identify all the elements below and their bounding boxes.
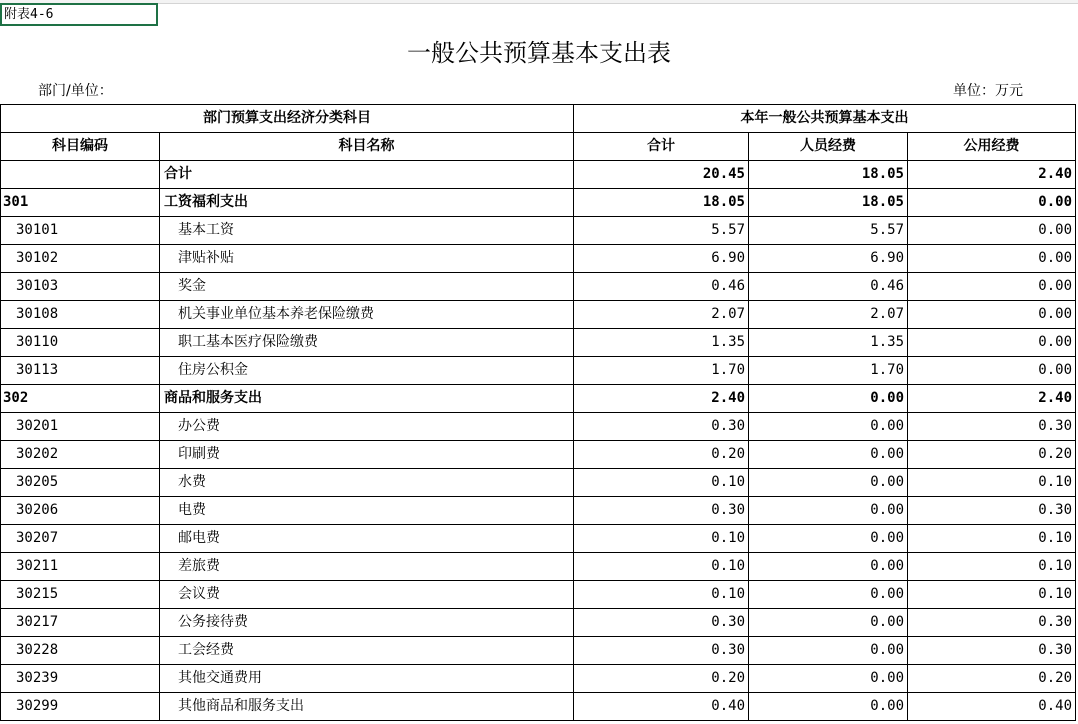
cell-name[interactable]: 奖金 — [160, 273, 574, 301]
cell-code[interactable]: 30201 — [1, 413, 160, 441]
cell-personnel[interactable]: 0.00 — [749, 609, 908, 637]
cell-personnel[interactable]: 6.90 — [749, 245, 908, 273]
cell-name[interactable]: 机关事业单位基本养老保险缴费 — [160, 301, 574, 329]
cell-public[interactable]: 0.00 — [908, 273, 1076, 301]
header-right-group[interactable]: 本年一般公共预算基本支出 — [574, 105, 1076, 133]
cell-code[interactable]: 30239 — [1, 665, 160, 693]
cell-code[interactable]: 30299 — [1, 693, 160, 721]
cell-personnel[interactable]: 0.00 — [749, 665, 908, 693]
cell-personnel[interactable]: 1.70 — [749, 357, 908, 385]
table-row — [1, 525, 1076, 553]
table-row — [1, 637, 1076, 665]
table-row — [1, 413, 1076, 441]
cell-total[interactable]: 0.30 — [574, 637, 749, 665]
cell-public[interactable]: 0.30 — [908, 497, 1076, 525]
cell-name[interactable]: 印刷费 — [160, 441, 574, 469]
cell-code[interactable]: 30228 — [1, 637, 160, 665]
cell-total[interactable]: 6.90 — [574, 245, 749, 273]
cell-personnel[interactable]: 18.05 — [749, 161, 908, 189]
cell-personnel[interactable]: 0.46 — [749, 273, 908, 301]
cell-name[interactable]: 津贴补贴 — [160, 245, 574, 273]
cell-code[interactable]: 30108 — [1, 301, 160, 329]
cell-public[interactable]: 0.00 — [908, 301, 1076, 329]
cell-code[interactable]: 30206 — [1, 497, 160, 525]
cell-name[interactable]: 工会经费 — [160, 637, 574, 665]
cell-name[interactable]: 基本工资 — [160, 217, 574, 245]
cell-public[interactable]: 0.00 — [908, 357, 1076, 385]
table-row — [1, 189, 1076, 217]
header-total[interactable]: 合计 — [574, 133, 749, 161]
cell-public[interactable]: 0.00 — [908, 245, 1076, 273]
cell-name[interactable]: 商品和服务支出 — [160, 385, 574, 413]
cell-name[interactable]: 邮电费 — [160, 525, 574, 553]
cell-personnel[interactable]: 0.00 — [749, 469, 908, 497]
header-name[interactable]: 科目名称 — [160, 133, 574, 161]
table-row — [1, 469, 1076, 497]
cell-code[interactable]: 30205 — [1, 469, 160, 497]
table-row — [1, 581, 1076, 609]
cell-personnel[interactable]: 0.00 — [749, 553, 908, 581]
cell-code[interactable]: 30110 — [1, 329, 160, 357]
header-row-group — [1, 105, 1076, 133]
cell-total[interactable]: 0.20 — [574, 665, 749, 693]
cell-personnel[interactable]: 0.00 — [749, 525, 908, 553]
cell-total[interactable]: 2.07 — [574, 301, 749, 329]
cell-public[interactable]: 0.30 — [908, 637, 1076, 665]
cell-name[interactable]: 工资福利支出 — [160, 189, 574, 217]
cell-code[interactable]: 302 — [1, 385, 160, 413]
cell-name[interactable]: 住房公积金 — [160, 357, 574, 385]
cell-public[interactable]: 0.20 — [908, 441, 1076, 469]
cell-name[interactable]: 电费 — [160, 497, 574, 525]
header-code[interactable]: 科目编码 — [1, 133, 160, 161]
cell-name[interactable]: 公务接待费 — [160, 609, 574, 637]
cell-public[interactable]: 0.00 — [908, 329, 1076, 357]
cell-total[interactable]: 0.20 — [574, 441, 749, 469]
sheet-column-header-strip — [0, 0, 1078, 4]
table-row — [1, 665, 1076, 693]
cell-total[interactable]: 1.35 — [574, 329, 749, 357]
cell-personnel[interactable]: 0.00 — [749, 441, 908, 469]
cell-total[interactable]: 0.10 — [574, 553, 749, 581]
cell-personnel[interactable]: 1.35 — [749, 329, 908, 357]
cell-total[interactable]: 20.45 — [574, 161, 749, 189]
cell-personnel[interactable]: 0.00 — [749, 637, 908, 665]
cell-total[interactable]: 5.57 — [574, 217, 749, 245]
cell-personnel[interactable]: 0.00 — [749, 497, 908, 525]
cell-total[interactable]: 0.30 — [574, 609, 749, 637]
cell-personnel[interactable]: 0.00 — [749, 581, 908, 609]
table-row — [1, 329, 1076, 357]
table-row — [1, 357, 1076, 385]
table-row — [1, 609, 1076, 637]
header-row-columns — [1, 133, 1076, 161]
cell-total[interactable]: 0.10 — [574, 525, 749, 553]
header-left-group[interactable]: 部门预算支出经济分类科目 — [1, 105, 574, 133]
cell-name[interactable]: 职工基本医疗保险缴费 — [160, 329, 574, 357]
cell-public[interactable]: 0.00 — [908, 217, 1076, 245]
header-public[interactable]: 公用经费 — [908, 133, 1076, 161]
cell-total[interactable]: 0.30 — [574, 413, 749, 441]
table-row — [1, 301, 1076, 329]
table-row — [1, 385, 1076, 413]
cell-personnel[interactable]: 0.00 — [749, 385, 908, 413]
page-title: 一般公共预算基本支出表 — [407, 39, 671, 67]
cell-public[interactable]: 0.30 — [908, 609, 1076, 637]
table-row — [1, 161, 1076, 189]
cell-code[interactable]: 30202 — [1, 441, 160, 469]
cell-name[interactable]: 差旅费 — [160, 553, 574, 581]
cell-code[interactable]: 30101 — [1, 217, 160, 245]
cell-personnel[interactable]: 0.00 — [749, 413, 908, 441]
cell-total[interactable]: 0.10 — [574, 469, 749, 497]
cell-public[interactable]: 0.10 — [908, 581, 1076, 609]
table-row — [1, 273, 1076, 301]
cell-code[interactable]: 30217 — [1, 609, 160, 637]
cell-code[interactable]: 30207 — [1, 525, 160, 553]
cell-public[interactable]: 0.10 — [908, 553, 1076, 581]
table-row — [1, 217, 1076, 245]
cell-name[interactable]: 其他交通费用 — [160, 665, 574, 693]
cell-code[interactable]: 30215 — [1, 581, 160, 609]
cell-public[interactable]: 0.10 — [908, 469, 1076, 497]
cell-total[interactable]: 2.40 — [574, 385, 749, 413]
cell-public[interactable]: 0.10 — [908, 525, 1076, 553]
cell-name[interactable]: 合计 — [160, 161, 574, 189]
cell-code[interactable]: 30211 — [1, 553, 160, 581]
cell-total[interactable]: 0.46 — [574, 273, 749, 301]
table-row — [1, 553, 1076, 581]
cell-code[interactable] — [1, 161, 160, 189]
dept-unit-label: 部门/单位： — [38, 83, 113, 99]
table-row — [1, 497, 1076, 525]
cell-name[interactable]: 水费 — [160, 469, 574, 497]
cell-public[interactable]: 0.00 — [908, 189, 1076, 217]
cell-personnel[interactable]: 5.57 — [749, 217, 908, 245]
cell-total[interactable]: 18.05 — [574, 189, 749, 217]
cell-name[interactable]: 办公费 — [160, 413, 574, 441]
cell-name[interactable]: 其他商品和服务支出 — [160, 693, 574, 721]
cell-personnel[interactable]: 18.05 — [749, 189, 908, 217]
selected-cell[interactable]: 附表4-6 — [0, 3, 158, 26]
currency-unit-label: 单位：万元 — [953, 83, 1023, 99]
cell-public[interactable]: 2.40 — [908, 161, 1076, 189]
budget-table — [0, 104, 1076, 721]
cell-total[interactable]: 0.10 — [574, 581, 749, 609]
table-row — [1, 441, 1076, 469]
cell-public[interactable]: 0.40 — [908, 693, 1076, 721]
table-body — [1, 161, 1076, 721]
cell-total[interactable]: 0.30 — [574, 497, 749, 525]
cell-personnel[interactable]: 0.00 — [749, 693, 908, 721]
cell-code[interactable]: 30103 — [1, 273, 160, 301]
cell-code[interactable]: 301 — [1, 189, 160, 217]
cell-code[interactable]: 30113 — [1, 357, 160, 385]
cell-public[interactable]: 0.30 — [908, 413, 1076, 441]
table-row — [1, 245, 1076, 273]
table-row — [1, 693, 1076, 721]
cell-total[interactable]: 1.70 — [574, 357, 749, 385]
cell-public[interactable]: 0.20 — [908, 665, 1076, 693]
cell-code[interactable]: 30102 — [1, 245, 160, 273]
cell-personnel[interactable]: 2.07 — [749, 301, 908, 329]
cell-public[interactable]: 2.40 — [908, 385, 1076, 413]
cell-total[interactable]: 0.40 — [574, 693, 749, 721]
header-personnel[interactable]: 人员经费 — [749, 133, 908, 161]
cell-name[interactable]: 会议费 — [160, 581, 574, 609]
